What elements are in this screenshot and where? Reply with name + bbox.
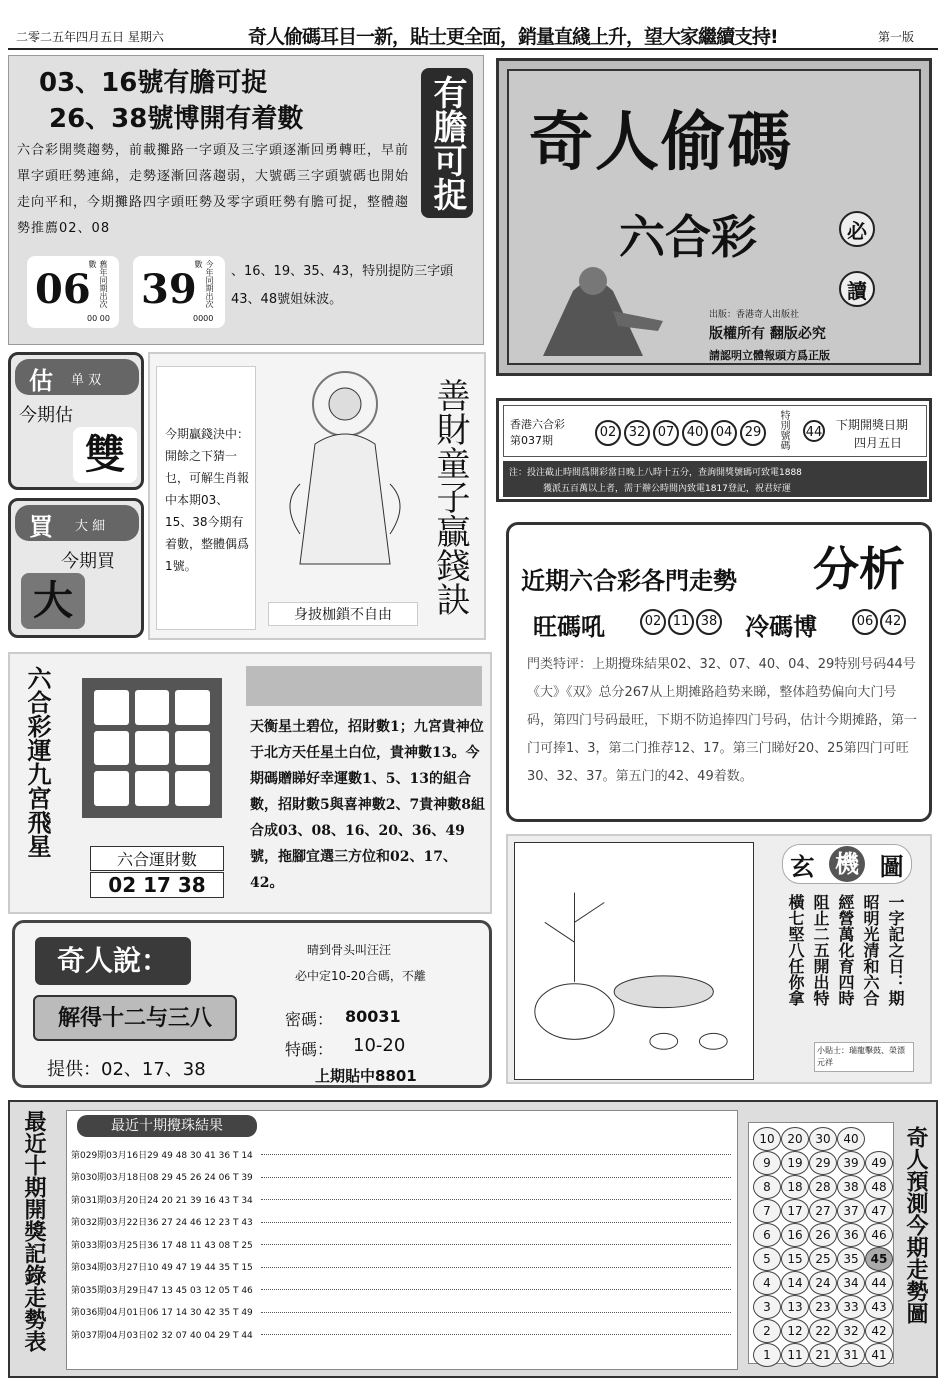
xuanji-panel [506,834,932,1084]
result-top [503,405,927,457]
secret-label: 密碼： [285,1010,334,1029]
result-label1: 香港六合彩 [510,418,565,431]
palace-cell [94,731,129,766]
history-panel [8,1100,938,1378]
row-dots [261,1311,731,1313]
grid-ball: 5 [753,1247,781,1271]
analysis-panel [506,522,932,822]
grid-ball: 16 [781,1223,809,1247]
grid-ball: 10 [753,1127,781,1151]
xuanji-c1: 玄 [790,852,815,881]
grid-ball: 2 [753,1319,781,1343]
grid-ball: 28 [809,1175,837,1199]
result-ball: 40 [682,420,708,446]
grid-ball: 8 [753,1175,781,1199]
boy-illustration [270,364,420,584]
cold-label: 冷碼博 [745,613,817,641]
history-row-text: 第029期03月16日29 49 48 30 41 36 T 14 [71,1150,253,1161]
row-dots [261,1198,731,1200]
grid-ball: 11 [781,1343,809,1367]
tips-text: 今期贏錢決中：開餘之下猜一乜，可解生肖報中本期03、15、38今期有着數，整體偶爲1號。 [165,427,250,573]
hot-ball: 38 [696,609,722,635]
num2: 39 [141,266,197,313]
hot-ball: 11 [668,609,694,635]
result-ball: 04 [711,420,737,446]
poem-line: 經營萬化育四時 [836,894,855,1006]
guess-label2-sub: 大 細 [75,519,106,534]
result-panel [496,398,932,502]
grid-ball: 43 [865,1295,893,1319]
poem-line: 阻止二五開出特 [811,894,830,1006]
cold-ball: 42 [880,609,906,635]
grid-ball: 44 [865,1271,893,1295]
publisher: 出版：香港奇人出版社 [709,310,800,320]
history-row [71,1278,731,1301]
grid-ball: 36 [837,1223,865,1247]
palace-cell [175,690,210,725]
num2-sub: 0000 [193,314,214,323]
qiren-answer: 解得十二与三八 [33,995,237,1041]
qiren-title: 奇人說： [35,937,191,985]
result-balls [594,420,767,446]
poem-line: 昭明光清和六合 [861,894,880,1006]
history-row [71,1143,731,1166]
grid-ball: 37 [837,1199,865,1223]
grid-ball: 31 [837,1343,865,1367]
qiren-panel [12,920,492,1088]
xuanji-c2: 機 [829,846,865,882]
history-row [71,1323,731,1346]
grid-ball: 12 [781,1319,809,1343]
cold-ball: 06 [852,609,878,635]
row-dots [261,1176,731,1178]
tag-badge: 有膽可捉 [421,68,473,218]
title-line1: 03、16號有膽可捉 [39,68,268,98]
tips-panel [148,352,486,640]
guess-big-small [8,498,144,638]
palace-cell [135,771,170,806]
history-row [71,1301,731,1324]
grid-ball: 25 [809,1247,837,1271]
history-row-text: 第037期04月03日02 32 07 40 04 29 T 44 [71,1330,253,1341]
cover-title: 奇人偷碼 [529,105,793,180]
nine-palace-grid [82,678,222,818]
notice1: 注：投注截止時間爲開彩當日晚上八時十五分，查詢開獎號碼可致電1888 [509,468,802,478]
grid-ball: 30 [809,1127,837,1151]
history-row [71,1233,731,1256]
result-ball: 29 [740,420,766,446]
qiren-provide: 提供：02、17、38 [47,1059,206,1080]
history-row-text: 第032期03月22日36 27 24 46 12 23 T 43 [71,1218,253,1229]
grid-ball: 19 [781,1151,809,1175]
grid-ball: 20 [781,1127,809,1151]
grid-ball: 39 [837,1151,865,1175]
num2-note: 今年同期出次數 [194,260,214,308]
history-row [71,1256,731,1279]
guess-q1: 今期估 [19,405,73,426]
tips-text-box [156,366,256,630]
guess-odd-even [8,352,144,490]
grid-ball: 13 [781,1295,809,1319]
grid-ball: 7 [753,1199,781,1223]
row-dots [261,1153,731,1155]
history-side-title: 最近十期開獎記錄走勢表 [21,1110,46,1352]
result-ball: 32 [624,420,650,446]
num1-box [27,256,119,328]
predict-title: 奇人預測今期走勢圖 [903,1126,928,1324]
badge-bi: 必 [839,211,875,247]
next-date: 四月五日 [854,436,903,450]
badge-du: 讀 [839,271,875,307]
xuanji-footnote: 小貼士：瑞龍擊鼓、榮漂元祥 [814,1042,914,1072]
result-label2: 第037期 [510,434,553,447]
qiren-line2: 必中定10-20合碼，不離 [295,969,426,983]
header-bar [8,20,938,50]
palace-cell [94,690,129,725]
number-grid [748,1122,894,1364]
genuine-note: 請認明立體報頭方爲正版 [709,349,830,362]
guess-label2: 買 [29,513,53,541]
guess-a1: 雙 [73,427,137,483]
grid-ball: 48 [865,1175,893,1199]
poem-line: 橫七堅八任你拿 [786,894,805,1006]
grid-ball: 14 [781,1271,809,1295]
grid-ball: 27 [809,1199,837,1223]
history-row-text: 第035期03月29日47 13 45 03 12 05 T 46 [71,1285,253,1296]
num1-note: 舊年同期出次數 [88,260,108,308]
palace-numbers: 02 17 38 [90,872,224,898]
grid-ball: 26 [809,1223,837,1247]
grid-ball: 24 [809,1271,837,1295]
palace-caption: 六合運財數 [90,846,224,871]
xuanji-poem [784,894,907,1034]
nine-palace-panel [8,652,492,914]
analysis-text: 門类特评：上期攪珠結果02、32、07、40、04、29特别号码44号《大》《双》总分267从上期摊路趋势来睇，整体趋势偏向大门号码，第四门号码最旺，下期不防追捧四门号码，估计今期摊路，第一门可捧1、3，第二门推荐12、17。第三门睇好20、25第四门可旺30、32、37。第五门的42、49着数。 [527,657,918,784]
grid-ball: 47 [865,1199,893,1223]
xuanji-illustration [514,842,754,1080]
history-row [71,1188,731,1211]
qiren-line1: 晴到骨头叫汪汪 [307,943,392,957]
cover-subtitle: 六合彩 [619,210,757,264]
grid-ball: 1 [753,1343,781,1367]
result-notice [503,461,927,497]
row-dots [261,1221,731,1223]
hot-balls [639,609,723,635]
result-ball: 02 [595,420,621,446]
hot-ball: 02 [640,609,666,635]
grid-ball: 21 [809,1343,837,1367]
grid-ball-highlight: 45 [865,1247,893,1271]
guess-label2-bg [15,505,139,541]
history-table [66,1110,738,1370]
grid-ball: 29 [809,1151,837,1175]
num2-box [133,256,225,328]
history-row-text: 第036期04月01日06 17 14 30 42 35 T 49 [71,1308,253,1319]
cover-panel [496,58,932,376]
sage-illustration [523,251,673,361]
grid-ball: 35 [837,1247,865,1271]
rights: 版權所有 翻版必究 [709,326,826,342]
history-row-text: 第030期03月18日08 29 45 26 24 06 T 39 [71,1173,253,1184]
guess-a2: 大 [21,573,85,629]
poem-line: 一字記之日：期 [886,894,905,1006]
secret-value: 80031 [345,1007,401,1026]
special-code-label: 特碼： [285,1040,334,1059]
guess-label1-bg [15,359,139,395]
special-label: 特別號碼 [778,410,789,450]
history-row-text: 第031期03月20日24 20 21 39 16 43 T 34 [71,1195,253,1206]
qiren-last: 上期貼中8801 [315,1067,417,1085]
history-row [71,1166,731,1189]
grid-ball: 9 [753,1151,781,1175]
row-dots [261,1266,731,1268]
grid-ball: 3 [753,1295,781,1319]
tips-caption: 身披枷鎖不自由 [268,602,418,626]
palace-header-bar [246,666,482,706]
palace-cell [94,771,129,806]
num1-sub: 00 00 [87,314,110,323]
cover-inner [507,69,921,365]
history-row-text: 第034期03月27日10 49 47 19 44 35 T 15 [71,1263,253,1274]
grid-ball: 49 [865,1151,893,1175]
history-rows [71,1143,731,1346]
palace-cell [135,731,170,766]
nine-palace-side-title: 六合彩運九宮飛星 [23,666,51,858]
grid-ball: 22 [809,1319,837,1343]
grid-ball: 40 [837,1127,865,1151]
guess-label1: 估 [29,367,53,395]
analysis-big-title: 分析 [813,542,905,596]
header-slogan: 奇人偷碼耳目一新，貼士更全面，銷量直綫上升，望大家繼續支持! [248,26,778,48]
row-dots [261,1288,731,1290]
tips-side-title: 善財童子贏錢訣 [430,378,470,616]
next-label: 下期開獎日期 [836,418,909,432]
guess-q2: 今期買 [61,551,115,572]
grid-ball: 17 [781,1199,809,1223]
grid-ball: 6 [753,1223,781,1247]
grid-ball: 15 [781,1247,809,1271]
palace-text: 天衡星土碧位，招財數1；九宮貴神位于北方天任星土白位，貴神數13。今期碼贈睇好幸運數1、5、13的組合數，招財數5與喜神數2、7貴神數8組合成03、08、16、20、36、49號，拖腳宜選三方位和02、17、42。 [250,719,485,891]
palace-cell [175,731,210,766]
xuanji-title [782,844,912,884]
xuanji-c3: 圖 [879,852,904,881]
hot-label: 旺碼吼 [533,613,605,641]
grid-ball: 33 [837,1295,865,1319]
grid-ball: 34 [837,1271,865,1295]
grid-ball: 18 [781,1175,809,1199]
notice2: 獲派五百萬以上者，需于辦公時間內致電1817登記，祝君好運 [543,484,791,494]
history-row-text: 第033期03月25日36 17 48 11 43 08 T 25 [71,1240,253,1251]
header-edition: 第一版 [878,30,915,44]
special-ball: 44 [803,420,825,442]
grid-ball: 23 [809,1295,837,1319]
top-left-panel [8,55,484,345]
header-date: 二零二五年四月五日 星期六 [16,30,164,44]
num1: 06 [35,266,91,313]
palace-cell [175,771,210,806]
grid-ball: 38 [837,1175,865,1199]
grid-ball: 46 [865,1223,893,1247]
palace-cell [135,690,170,725]
grid-ball: 4 [753,1271,781,1295]
guess-label1-sub: 单 双 [71,373,102,388]
history-header: 最近十期攪珠結果 [77,1115,257,1137]
grid-empty [865,1127,893,1151]
result-ball: 07 [653,420,679,446]
row-dots [261,1243,731,1245]
special-code-value: 10-20 [353,1035,406,1056]
title-line2: 26、38號博開有着數 [49,104,304,134]
grid-ball: 42 [865,1319,893,1343]
history-row [71,1211,731,1234]
grid-ball: 41 [865,1343,893,1367]
row-dots [261,1333,731,1335]
cold-balls [851,609,907,635]
intro-paragraph: 六合彩開獎趨勢，前載攤路一字頭及三字頭逐漸回勇轉旺，早前單字頭旺勢連綿，走勢逐漸回落趨弱，大號碼三字頭號碼也開始走向平和，今期攤路四字頭旺勢及零字頭旺勢有膽可捉，整體趨勢推薦02、08 [17,143,410,236]
intro-paragraph-tail: 、16、19、35、43，特別提防三字頭43、48號姐妹波。 [231,264,454,307]
analysis-title: 近期六合彩各門走勢 [521,567,737,595]
grid-ball: 32 [837,1319,865,1343]
